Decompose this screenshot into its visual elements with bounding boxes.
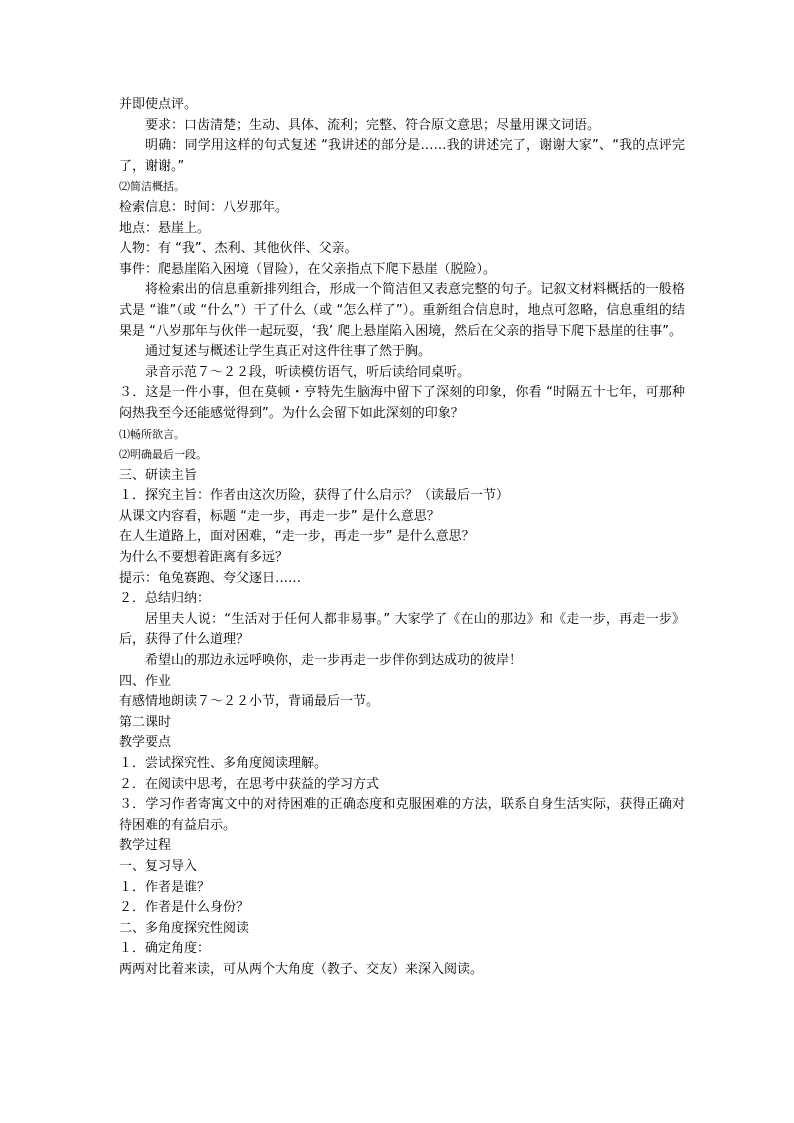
text-line: 二、多角度探究性阅读 xyxy=(119,920,250,936)
text-line: １．尝试探究性、多角度阅读理解。 xyxy=(119,756,328,771)
text-line: 将检索出的信息重新排列组合，形成一个简洁但又表意完整的句子。记叙文材料概括的一般格式是 “谁”（或 “什么”）干了什么（或 “怎么样了”）。重新组合信息时，地点可忽略，信息重组的结果是 “八岁那年与伙伴一起玩耍，‘我’ 爬上悬崖陷入困境，然后在父亲的指导下爬下悬崖的往事”。 xyxy=(119,282,685,339)
text-line: 提示：龟兔赛跑、夸父逐日…… xyxy=(119,570,302,586)
text-line: 人物：有 “我”、杰利、其他伙伴、父亲。 xyxy=(119,241,358,257)
text-line: 检索信息：时间：八岁那年。 xyxy=(119,199,289,215)
text-line: 明确：同学用这样的句式复述 “我讲述的部分是……我的讲述完了，谢谢大家”、“我的点评完了，谢谢。” xyxy=(119,138,685,174)
text-line: ２．作者是什么身份？ xyxy=(119,900,250,916)
text-line: 一、复习导入 xyxy=(119,858,198,874)
text-line: ２．总结归纳： xyxy=(119,591,211,607)
text-line: ３．学习作者寄寓文中的对待困难的正确态度和克服困难的方法，联系自身生活实际，获得正确对待困难的有益启示。 xyxy=(119,797,685,833)
text-line: 并即使点评。 xyxy=(119,97,198,112)
text-line: １．作者是谁？ xyxy=(119,879,211,895)
text-line: １．确定角度： xyxy=(119,941,211,957)
text-line: 有感情地朗读７～２２小节，背诵最后一节。 xyxy=(119,694,380,710)
text-line: 两两对比着来读，可从两个大角度（教子、交友）来深入阅读。 xyxy=(119,961,484,977)
text-line: １．探究主旨：作者由这次历险，获得了什么启示？（读最后一节） xyxy=(119,488,510,504)
text-line: 四、作业 xyxy=(119,673,172,689)
text-line: ２．在阅读中思考，在思考中获益的学习方式 xyxy=(119,776,380,792)
text-line: 三、研读主旨 xyxy=(119,467,198,483)
text-line: ３．这是一件小事，但在莫顿・亨特先生脑海中留下了深刻的印象，你看 “时隔五十七年，可那种闷热我至今还能感觉得到”。为什么会留下如此深刻的印象？ xyxy=(119,385,685,421)
text-line: 第二课时 xyxy=(119,714,172,730)
text-line: 为什么不要想着距离有多远？ xyxy=(119,550,289,566)
text-line: ⑵明确最后一段。 xyxy=(119,448,207,462)
text-line: 教学要点 xyxy=(119,735,172,751)
text-line: ⑴畅所欲言。 xyxy=(119,427,185,441)
text-line: 居里夫人说：“生活对于任何人都非易事。” 大家学了《在山的那边》和《走一步，再走一步》后，获得了什么道理？ xyxy=(119,611,685,648)
text-line: 事件：爬悬崖陷入困境（冒险），在父亲指点下爬下悬崖（脱险）。 xyxy=(119,261,497,277)
text-line: 教学过程 xyxy=(119,838,172,854)
text-line: ⑵简洁概括。 xyxy=(119,180,185,194)
text-line: 通过复述与概述让学生真正对这件往事了然于胸。 xyxy=(145,344,432,360)
text-line: 从课文内容看，标题 “走一步，再走一步” 是什么意思？ xyxy=(119,508,440,524)
text-line: 希望山的那边永远呼唤你，走一步再走一步伴你到达成功的彼岸！ xyxy=(145,653,523,669)
document-page xyxy=(119,95,685,981)
text-line: 要求：口齿清楚；生动、具体、流利；完整、符合原文意思；尽量用课文词语。 xyxy=(145,117,601,133)
text-line: 录音示范７～２２段，听读模仿语气，听后读给同桌听。 xyxy=(145,364,471,380)
text-line: 地点：悬崖上。 xyxy=(119,220,211,236)
text-line: 在人生道路上，面对困难，“走一步，再走一步” 是什么意思？ xyxy=(119,529,475,545)
